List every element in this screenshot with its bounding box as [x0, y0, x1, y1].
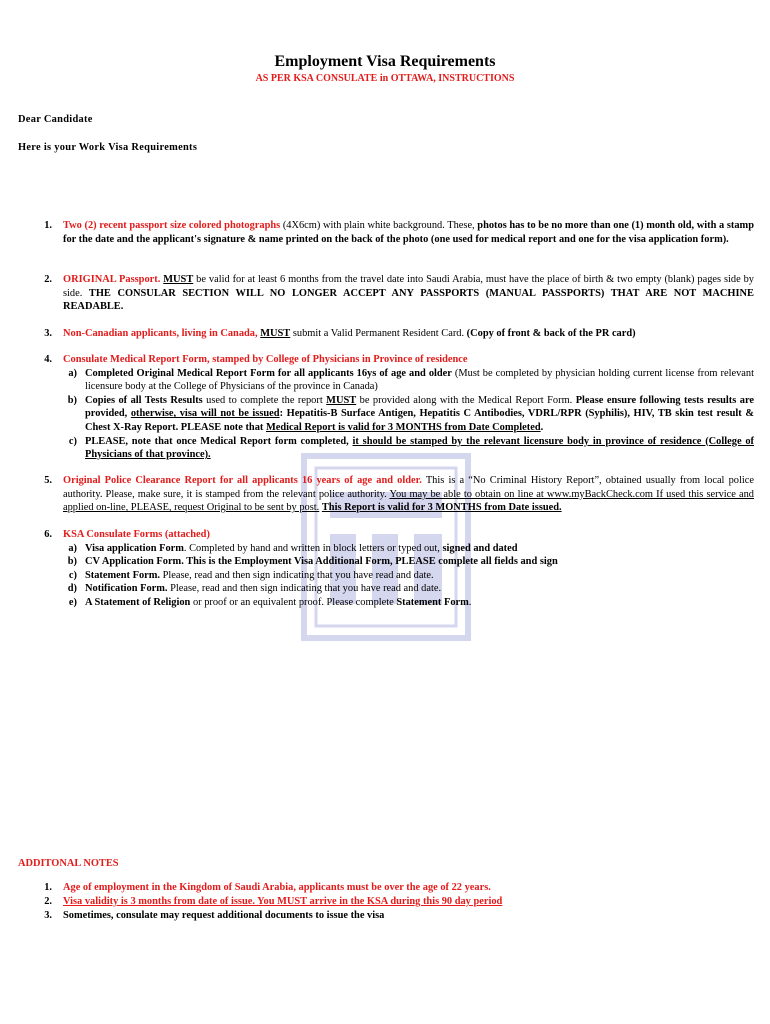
requirement-item-3 — [36, 327, 754, 341]
item-text: This is a “No Criminal History Report”, obtained usually from local police authority. Please, make sure, it is stamped from the relevant police authority. — [63, 475, 754, 500]
sub-item-c: c) Statement Form. Please, read and then sign indicating that you have read and date. — [68, 569, 434, 581]
item-bold-text: photos has to be no more than one (1) month old, with a stamp for the date and the applicant's signature & name printed on the back of the photo (one used for medical report and one for the visa application form). — [63, 220, 754, 245]
note-item-2 — [36, 895, 736, 909]
item-number: 1. — [44, 220, 52, 231]
item-bold-text: THE CONSULAR SECTION WILL NO LONGER ACCEPT ANY PASSPORTS (MANUAL PASSPORTS) THAT ARE NOT MACHINE READABLE. — [63, 287, 754, 313]
item-number: 4. — [44, 354, 52, 365]
note-number: 2. — [44, 896, 52, 907]
item-text: be valid for at least 6 months from the travel date into Saudi Arabia, must have the place of birth & two empty (blank) pages side by side. — [63, 274, 754, 299]
greeting: Dear Candidate — [18, 114, 93, 125]
item-number: 5. — [44, 475, 52, 486]
sub-item-e: e) A Statement of Religion or proof or an equivalent proof. Please complete Statement Form. — [68, 596, 472, 608]
item-text: (4X6cm) with plain white background. These, — [280, 220, 478, 231]
note-item-1 — [36, 881, 736, 895]
note-text: Visa validity is 3 months from date of issue. You MUST arrive in the KSA during this 90 day period — [63, 896, 503, 907]
notes-heading: ADDITONAL NOTES — [18, 858, 119, 869]
intro-line: Here is your Work Visa Requirements — [18, 142, 198, 153]
requirement-item-6 — [36, 528, 754, 610]
item-heading: KSA Consulate Forms (attached) — [63, 529, 210, 540]
validity-note: This Report is valid for 3 MONTHS from Date issued. — [321, 502, 562, 514]
sub-item-b: b) CV Application Form. This is the Employment Visa Additional Form, PLEASE complete all fields and sign — [67, 556, 558, 568]
item-bold-text: (Copy of front & back of the PR card) — [466, 328, 636, 339]
item-heading: Consulate Medical Report Form, stamped by College of Physicians in Province of residence — [63, 354, 468, 365]
requirement-item-4 — [36, 353, 754, 462]
sub-item-a: a) Completed Original Medical Report Form for all applicants 16ys of age and older (Must be completed by physician holding current license from relevant licensure body at the College of Physicians of the province in Canada) — [68, 367, 755, 393]
must-label: MUST — [326, 394, 357, 406]
note-text: Sometimes, consulate may request additional documents to issue the visa — [63, 910, 385, 921]
requirement-item-2 — [36, 273, 754, 314]
item-number: 2. — [44, 274, 52, 285]
item-number: 6. — [44, 529, 52, 540]
item-heading: ORIGINAL Passport. — [63, 274, 161, 285]
note-number: 3. — [44, 910, 52, 921]
item-heading: Non-Canadian applicants, living in Canada, — [63, 328, 258, 339]
note-number: 1. — [44, 882, 52, 893]
item-heading: Two (2) recent passport size colored photographs — [63, 220, 281, 231]
sub-item-a: a) Visa application Form. Completed by hand and written in block letters or typed out, signed and dated — [68, 542, 518, 554]
requirement-item-1 — [36, 219, 754, 246]
item-text: submit a Valid Permanent Resident Card. — [290, 328, 467, 339]
page-subtitle: AS PER KSA CONSULATE in OTTAWA, INSTRUCTIONS — [255, 73, 515, 84]
item-heading: Original Police Clearance Report for all applicants 16 years of age and older. — [63, 475, 422, 486]
must-label: MUST — [163, 274, 194, 285]
sub-item-b: b) Copies of all Tests Results used to complete the report MUST be provided along with the Medical Report Form. Please ensure following tests results are provided, otherwise, visa will not be issued: Hepatitis-B Surface Antigen, Hepatitis C Antibodies, VDRL/RPR (Syphilis), HIV, TB skin test result & Chest X-Ray Report. PLEASE note that Medical Report is valid for 3 MONTHS from Date Completed. — [67, 394, 754, 433]
page-title: Employment Visa Requirements — [274, 53, 496, 70]
sub-item-c: c) PLEASE, note that once Medical Report form completed, it should be stamped by the relevant licensure body in province of residence (College of Physicians of that province). — [68, 435, 754, 461]
note-text: Age of employment in the Kingdom of Saudi Arabia, applicants must be over the age of 22 years. — [63, 882, 491, 893]
sub-item-d: d) Notification Form. Please, read and then sign indicating that you have read and date. — [67, 583, 442, 595]
online-note: You may be able to obtain on line at www.myBackCheck.com If used this service and applied on-line, PLEASE, request Original to be sent by post. — [63, 488, 754, 514]
must-label: MUST — [260, 328, 291, 339]
requirement-item-5 — [36, 474, 754, 515]
note-item-3 — [36, 909, 736, 923]
item-number: 3. — [44, 328, 52, 339]
